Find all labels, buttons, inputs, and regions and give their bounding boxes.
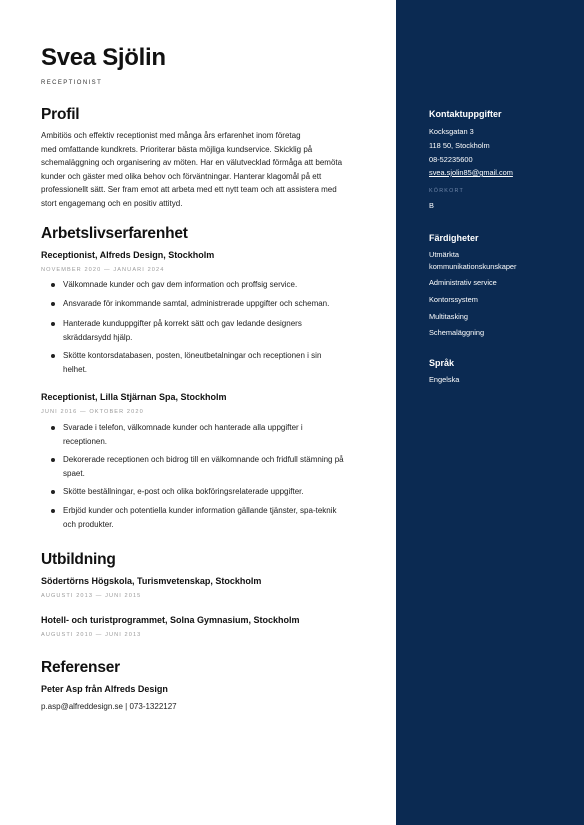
bullet-icon	[51, 458, 55, 462]
bullet-text: Skötte kontorsdatabasen, posten, löneutbetalningar och receptionen i sin	[63, 351, 322, 360]
skill-item: Administrativ service	[429, 278, 497, 287]
bullet-icon	[51, 509, 55, 513]
skill-text: Utmärkta	[429, 250, 459, 259]
education-title-2: Hotell- och turistprogrammet, Solna Gymnasium, Stockholm	[41, 615, 300, 625]
reference-contact: p.asp@alfreddesign.se | 073-1322127	[41, 702, 177, 711]
contact-heading: Kontaktuppgifter	[429, 109, 502, 119]
bullet-text: skräddarsydd hjälp.	[63, 332, 133, 342]
education-heading: Utbildning	[41, 551, 116, 568]
profile-heading: Profil	[41, 106, 80, 123]
contact-email-link[interactable]: svea.sjolin85@gmail.com	[429, 168, 513, 177]
skill-item: Kontorssystem	[429, 295, 478, 304]
job-dates-2: JUNI 2016 — OKTOBER 2020	[41, 409, 144, 415]
profile-line: stort engagemang och en positiv attityd.	[41, 198, 183, 208]
reference-name: Peter Asp från Alfreds Design	[41, 684, 168, 694]
bullet-icon	[51, 302, 55, 306]
skill-text: kommunikationskunskaper	[429, 261, 517, 271]
job-title-1: Receptionist, Alfreds Design, Stockholm	[41, 250, 215, 260]
bullet-text: Ansvarade för inkommande samtal, administrerade uppgifter och scheman.	[63, 299, 330, 308]
education-dates-1: AUGUSTI 2013 — JUNI 2015	[41, 593, 142, 599]
person-name: Svea Sjölin	[41, 44, 166, 71]
profile-line: professionellt sätt. Ser fram emot att arbeta med ett nytt team och att assistera med	[41, 185, 337, 195]
contact-phone: 08-52235600	[429, 155, 473, 164]
contact-address: Kocksgatan 3	[429, 127, 474, 136]
license-value: B	[429, 201, 434, 210]
job-dates-1: NOVEMBER 2020 — JANUARI 2024	[41, 267, 165, 273]
bullet-text: Välkomnade kunder och gav dem information och proffsig service.	[63, 280, 298, 289]
language-item: Engelska	[429, 375, 460, 384]
experience-heading: Arbetslivserfarenhet	[41, 225, 188, 242]
education-dates-2: AUGUSTI 2010 — JUNI 2013	[41, 632, 142, 638]
job-title: RECEPTIONIST	[41, 80, 103, 86]
profile-line: med omfattande kundkrets. Prioriterar bästa möjliga kundservice. Skicklig på	[41, 144, 313, 154]
sidebar	[396, 0, 584, 825]
license-label: KÖRKORT	[429, 188, 464, 194]
bullet-icon	[51, 354, 55, 358]
skills-heading: Färdigheter	[429, 233, 479, 243]
languages-heading: Språk	[429, 358, 455, 368]
skill-item: Multitasking	[429, 312, 469, 321]
profile-line: kunder och gäster med olika behov och förväntningar. Hanterar klagomål på ett	[41, 171, 322, 181]
profile-line: schemaläggning och organisering av möten. Har en välutvecklad förmåga att bemöta	[41, 158, 343, 168]
bullet-text: och produkter.	[63, 519, 114, 529]
bullet-text: Svarade i telefon, välkomnade kunder och hanterade alla uppgifter i	[63, 423, 303, 432]
bullet-icon	[51, 322, 55, 326]
bullet-icon	[51, 490, 55, 494]
contact-city: 118 50, Stockholm	[429, 141, 490, 150]
job-title-2: Receptionist, Lilla Stjärnan Spa, Stockholm	[41, 392, 227, 402]
bullet-text: helhet.	[63, 364, 88, 374]
bullet-text: spaet.	[63, 468, 85, 478]
references-heading: Referenser	[41, 659, 120, 676]
profile-text	[41, 129, 371, 211]
bullet-text: Erbjöd kunder och potentiella kunder information gällande tjänster, spa-teknik	[63, 506, 337, 515]
education-title-1: Södertörns Högskola, Turismvetenskap, Stockholm	[41, 576, 262, 586]
skill-item: Schemaläggning	[429, 328, 485, 337]
bullet-icon	[51, 426, 55, 430]
profile-line: Ambitiös och effektiv receptionist med många års erfarenhet inom företag	[41, 131, 301, 140]
bullet-icon	[51, 283, 55, 287]
bullet-text: Hanterade kunduppgifter på korrekt sätt och gav ledande designers	[63, 319, 302, 328]
bullet-text: Skötte beställningar, e-post och olika bokföringsrelaterade uppgifter.	[63, 487, 304, 496]
skill-item	[429, 249, 517, 272]
bullet-text: Dekorerade receptionen och bidrog till en välkomnande och fridfull stämning på	[63, 455, 344, 464]
bullet-text: receptionen.	[63, 436, 108, 446]
